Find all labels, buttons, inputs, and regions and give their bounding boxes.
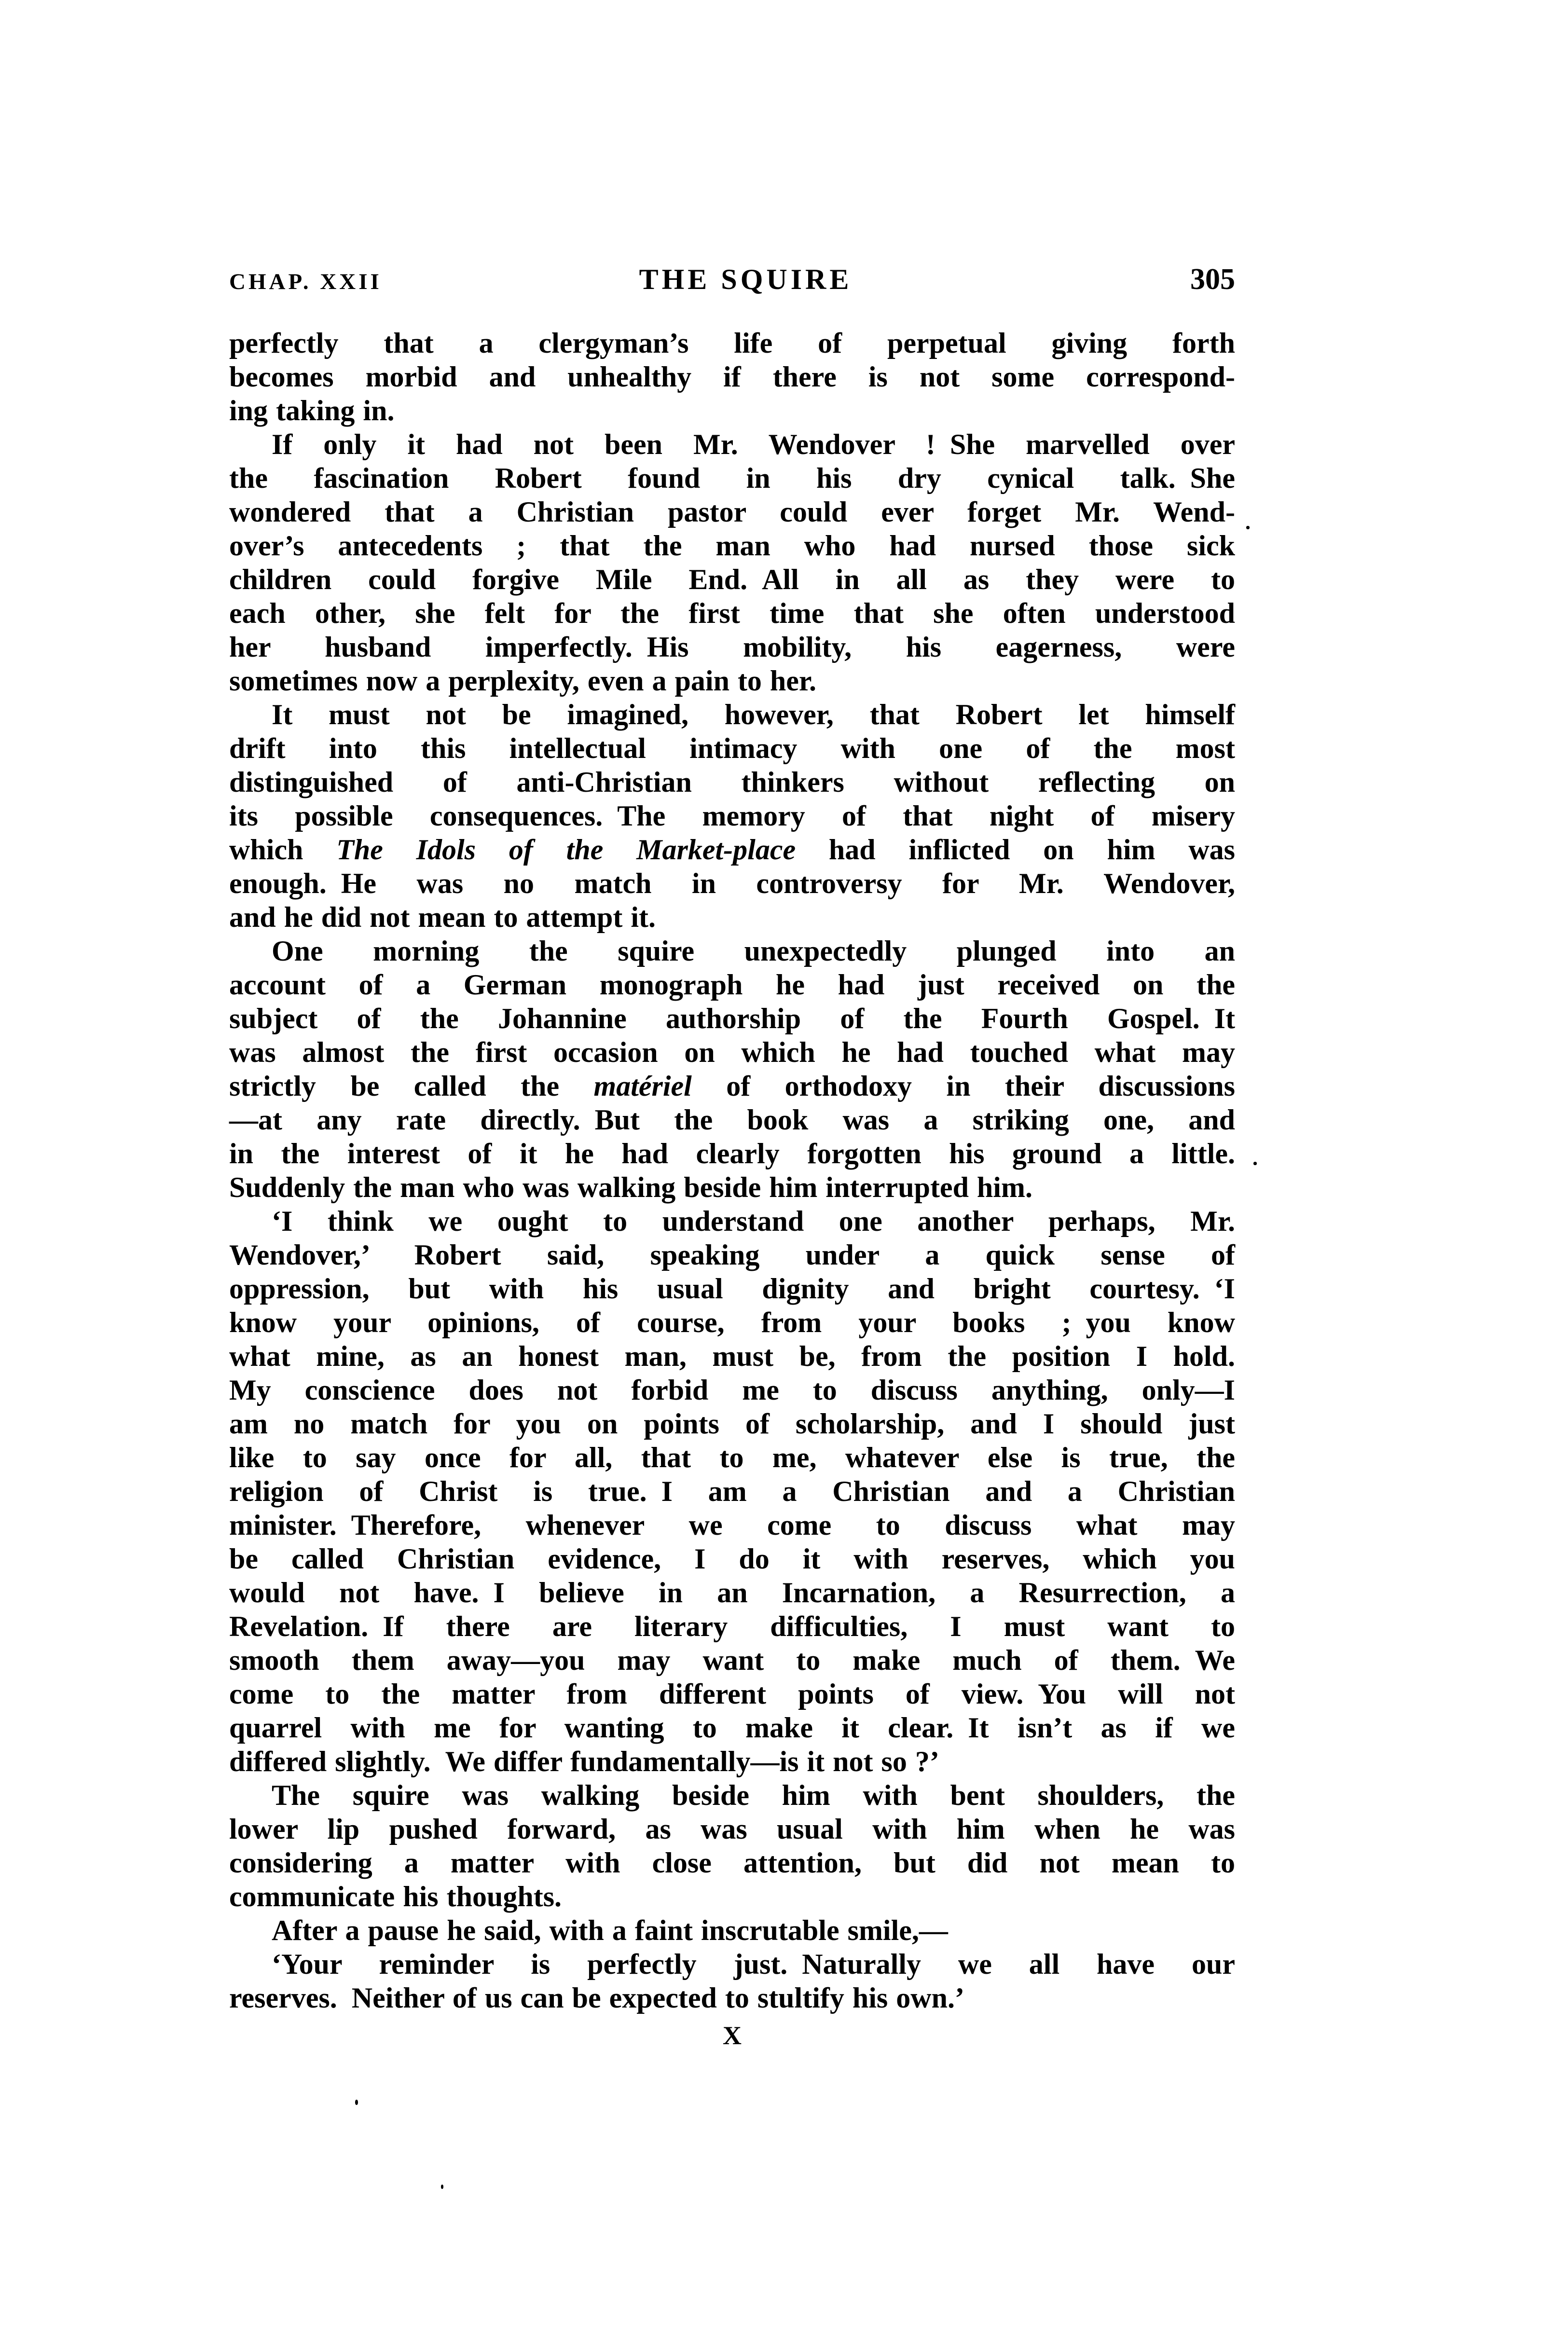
- text-line: over’s antecedents ; that the man who had nursed those sick: [229, 530, 1235, 562]
- text-line: ‘Your reminder is perfectly just. Naturally we all have our: [272, 1948, 1235, 1980]
- text-line: drift into this intellectual intimacy with one of the most: [229, 732, 1235, 764]
- italic-phrase: The Idols of the Market-place: [336, 834, 796, 866]
- paragraph: [229, 427, 1235, 698]
- text-line: come to the matter from different points of view. You will not: [229, 1678, 1235, 1710]
- paragraph: [229, 1913, 1235, 1947]
- text-line: If only it had not been Mr. Wendover ! She marvelled over: [272, 428, 1235, 460]
- text-line: It must not be imagined, however, that Robert let himself: [272, 699, 1235, 730]
- italic-phrase: matériel: [593, 1070, 692, 1102]
- text-line: becomes morbid and unhealthy if there is not some correspond-: [229, 361, 1235, 393]
- text-line: lower lip pushed forward, as was usual with him when he was: [229, 1813, 1235, 1845]
- text-line: distinguished of anti-Christian thinkers without reflecting on: [229, 766, 1235, 798]
- paragraph: [229, 698, 1235, 934]
- text-line: enough. He was no match in controversy for Mr. Wendover,: [229, 867, 1235, 899]
- text-line: its possible consequences. The memory of that night of misery: [229, 800, 1235, 832]
- text-line: her husband imperfectly. His mobility, his eagerness, were: [229, 631, 1235, 663]
- text-line: strictly be called the matériel of orthodoxy in their discussions: [229, 1070, 1235, 1102]
- text-line: what mine, as an honest man, must be, from the position I hold.: [229, 1340, 1235, 1372]
- text-line: subject of the Johannine authorship of the Fourth Gospel. It: [229, 1003, 1235, 1034]
- text-line: children could forgive Mile End. All in all as they were to: [229, 564, 1235, 595]
- scan-speck: [441, 2185, 443, 2189]
- text-line: —at any rate directly. But the book was a striking one, and: [229, 1104, 1235, 1136]
- text-line: be called Christian evidence, I do it with reserves, which you: [229, 1543, 1235, 1575]
- text-line: the fascination Robert found in his dry cynical talk. She: [229, 462, 1235, 494]
- paragraph: [229, 1778, 1235, 1913]
- text-line: reserves. Neither of us can be expected to stultify his own.’: [229, 1982, 964, 2014]
- text-line: Wendover,’ Robert said, speaking under a quick sense of: [229, 1239, 1235, 1271]
- text-line: each other, she felt for the first time that she often understood: [229, 597, 1235, 629]
- text-line: would not have. I believe in an Incarnation, a Resurrection, a: [229, 1577, 1235, 1609]
- text-line: ‘I think we ought to understand one another perhaps, Mr.: [272, 1205, 1235, 1237]
- paragraph: [229, 934, 1235, 1204]
- text-line: After a pause he said, with a faint inscrutable smile,—: [272, 1914, 948, 1946]
- text-line: perfectly that a clergyman’s life of perpetual giving forth: [229, 327, 1235, 359]
- text-line: and he did not mean to attempt it.: [229, 901, 656, 933]
- text-line: My conscience does not forbid me to discuss anything, only—I: [229, 1374, 1235, 1406]
- text-line: quarrel with me for wanting to make it clear. It isn’t as if we: [229, 1712, 1235, 1744]
- text-line: religion of Christ is true. I am a Christian and a Christian: [229, 1475, 1235, 1507]
- text-line: ing taking in.: [229, 395, 395, 426]
- page-number: 305: [1190, 263, 1235, 296]
- text-line: like to say once for all, that to me, whatever else is true, the: [229, 1442, 1235, 1473]
- text-line: One morning the squire unexpectedly plunged into an: [272, 935, 1235, 967]
- chapter-label: CHAP. XXII: [229, 269, 382, 294]
- text-line: differed slightly. We differ fundamentally—is it not so ?’: [229, 1746, 939, 1777]
- running-title: THE SQUIRE: [639, 263, 853, 295]
- text-line: considering a matter with close attention, but did not mean to: [229, 1847, 1235, 1879]
- text-block: [229, 326, 1235, 2015]
- text-line: which The Idols of the Market-place had inflicted on him was: [229, 834, 1235, 866]
- paragraph: [229, 326, 1235, 427]
- text-line: oppression, but with his usual dignity and bright courtesy. ‘I: [229, 1273, 1235, 1305]
- signature-mark: X: [723, 2021, 742, 2050]
- scan-speck: [1253, 1162, 1257, 1165]
- paragraph: [229, 1204, 1235, 1778]
- text-line: The squire was walking beside him with bent shoulders, the: [272, 1779, 1235, 1811]
- text-line: am no match for you on points of scholarship, and I should just: [229, 1408, 1235, 1440]
- scan-speck: [1246, 526, 1250, 529]
- text-line: in the interest of it he had clearly forgotten his ground a little.: [229, 1138, 1235, 1169]
- page-header: [229, 262, 1235, 297]
- paragraph: [229, 1947, 1235, 2015]
- text-line: communicate his thoughts.: [229, 1881, 562, 1912]
- text-line: account of a German monograph he had just received on the: [229, 969, 1235, 1001]
- text-line: minister. Therefore, whenever we come to discuss what may: [229, 1509, 1235, 1541]
- text-line: sometimes now a perplexity, even a pain to her.: [229, 665, 817, 697]
- scan-speck: [355, 2100, 358, 2105]
- text-line: know your opinions, of course, from your books ; you know: [229, 1307, 1235, 1338]
- text-line: Suddenly the man who was walking beside him interrupted him.: [229, 1171, 1032, 1203]
- text-line: wondered that a Christian pastor could ever forget Mr. Wend-: [229, 496, 1235, 528]
- text-line: was almost the first occasion on which he had touched what may: [229, 1036, 1235, 1068]
- text-line: Revelation. If there are literary difficulties, I must want to: [229, 1610, 1235, 1642]
- text-line: smooth them away—you may want to make much of them. We: [229, 1644, 1235, 1676]
